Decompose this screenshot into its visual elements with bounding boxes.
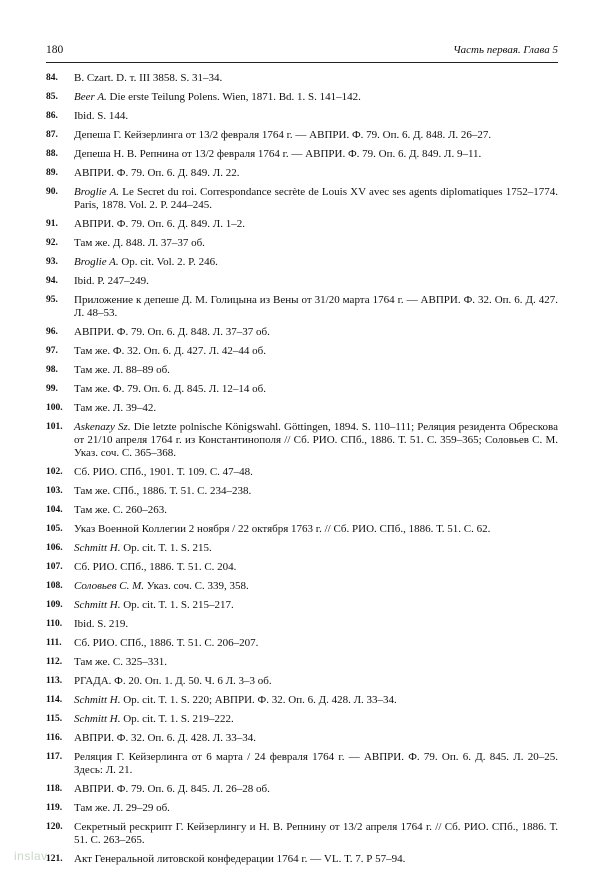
- endnote-number: 97.: [46, 346, 58, 356]
- endnote-number: 96.: [46, 327, 58, 337]
- endnote: [46, 542, 558, 555]
- endnote: [46, 218, 558, 231]
- endnote-text: Die letzte polnische Königswahl. Göttingen, 1894. S. 110–111; Реляция резидента Обрескова от 21/10 апреля 1764 г. из Константинополя // Сб. РИО. СПб., 1886. Т. 51. С. 359–365; Соловьев С. М. Указ. соч. С. 365–368.: [74, 421, 558, 459]
- endnote: [46, 694, 558, 707]
- endnote-text: Die erste Teilung Polens. Wien, 1871. Bd. 1. S. 141–142.: [106, 91, 361, 103]
- endnote-number: 95.: [46, 295, 58, 305]
- endnote-text: Указ. соч. С. 339, 358.: [144, 580, 249, 592]
- endnote-author: Broglie A.: [74, 186, 120, 198]
- endnote-author: Schmitt H.: [74, 542, 121, 554]
- endnote-text: Депеша Н. В. Репнина от 13/2 февраля 1764 г. — АВПРИ. Ф. 79. Оп. 6. Д. 849. Л. 9–11.: [74, 148, 482, 160]
- endnote-text: Там же. Ф. 79. Оп. 6. Д. 845. Л. 12–14 об.: [74, 383, 266, 395]
- endnote-text: Op. cit. T. 1. S. 215.: [120, 542, 212, 554]
- endnote: [46, 275, 558, 288]
- endnote-text: Там же. С. 325–331.: [74, 656, 167, 668]
- endnote-number: 120.: [46, 822, 63, 832]
- endnote-text: Ibid. S. 144.: [74, 110, 129, 122]
- endnote-text: Депеша Г. Кейзерлинга от 13/2 февраля 1764 г. — АВПРИ. Ф. 79. Оп. 6. Д. 848. Л. 26–27.: [74, 129, 492, 141]
- endnote: [46, 294, 558, 320]
- endnote-number: 117.: [46, 752, 63, 762]
- page-header: [46, 44, 558, 60]
- endnote: [46, 561, 558, 574]
- endnote: [46, 713, 558, 726]
- endnote: [46, 186, 558, 212]
- watermark: inslav: [14, 849, 48, 863]
- endnote: [46, 167, 558, 180]
- header-rule: [46, 62, 558, 63]
- endnote-author: Schmitt H.: [74, 599, 121, 611]
- endnote: [46, 91, 558, 104]
- endnote-text: Приложение к депеше Д. М. Голицына из Вены от 31/20 марта 1764 г. — АВПРИ. Ф. 32. Оп. 6. Д. 427. Л. 48–53.: [74, 294, 558, 319]
- endnote: [46, 485, 558, 498]
- endnote-text: B. Czart. D. т. III 3858. S. 31–34.: [74, 72, 223, 84]
- endnote-number: 119.: [46, 803, 63, 813]
- endnote-text: Там же. Л. 39–42.: [74, 402, 157, 414]
- endnote: [46, 110, 558, 123]
- endnote-number: 111.: [46, 638, 62, 648]
- endnote-number: 112.: [46, 657, 63, 667]
- endnote: [46, 821, 558, 847]
- endnotes-list: [46, 72, 558, 872]
- endnote: [46, 732, 558, 745]
- endnote: [46, 466, 558, 479]
- endnote-text: Ibid. P. 247–249.: [74, 275, 149, 287]
- endnote: [46, 326, 558, 339]
- endnote-number: 84.: [46, 73, 58, 83]
- endnote: [46, 256, 558, 269]
- endnote-number: 105.: [46, 524, 63, 534]
- endnote-author: Beer A.: [74, 91, 107, 103]
- endnote-number: 100.: [46, 403, 63, 413]
- endnote: [46, 656, 558, 669]
- endnote-number: 88.: [46, 149, 58, 159]
- endnote-number: 85.: [46, 92, 58, 102]
- endnote: [46, 421, 558, 460]
- endnote: [46, 751, 558, 777]
- endnote-text: Там же. СПб., 1886. Т. 51. С. 234–238.: [74, 485, 252, 497]
- endnote: [46, 802, 558, 815]
- endnote-text: РГАДА. Ф. 20. Оп. 1. Д. 50. Ч. 6 Л. 3–3 об.: [74, 675, 272, 687]
- endnote-text: Сб. РИО. СПб., 1886. Т. 51. С. 206–207.: [74, 637, 259, 649]
- endnote-text: Сб. РИО. СПб., 1886. Т. 51. С. 204.: [74, 561, 237, 573]
- endnote: [46, 72, 558, 85]
- endnote-text: Op. cit. T. 1. S. 219–222.: [120, 713, 234, 725]
- endnote-text: Там же. С. 260–263.: [74, 504, 167, 516]
- endnote-text: Секретный рескрипт Г. Кейзерлингу и Н. В. Репнину от 13/2 апреля 1764 г. // Сб. РИО. СПб., 1886. Т. 51. С. 263–265.: [74, 821, 558, 846]
- endnote-number: 94.: [46, 276, 58, 286]
- endnote: [46, 523, 558, 536]
- endnote-number: 114.: [46, 695, 63, 705]
- endnote-text: Указ Военной Коллегии 2 ноября / 22 октября 1763 г. // Сб. РИО. СПб., 1886. Т. 51. С. 62.: [74, 523, 491, 535]
- endnote-text: Акт Генеральной литовской конфедерации 1764 г. — VL. Т. 7. Р 57–94.: [74, 853, 406, 865]
- endnote-number: 91.: [46, 219, 58, 229]
- endnote-number: 92.: [46, 238, 58, 248]
- endnote: [46, 383, 558, 396]
- endnote-number: 108.: [46, 581, 63, 591]
- endnote-text: АВПРИ. Ф. 32. Оп. 6. Д. 428. Л. 33–34.: [74, 732, 257, 744]
- endnote-text: Там же. Ф. 32. Оп. 6. Д. 427. Л. 42–44 об.: [74, 345, 266, 357]
- page-number: 180: [46, 44, 64, 56]
- endnote-number: 106.: [46, 543, 63, 553]
- endnote-number: 87.: [46, 130, 58, 140]
- endnote: [46, 580, 558, 593]
- endnote-number: 104.: [46, 505, 63, 515]
- endnote-text: Реляция Г. Кейзерлинга от 6 марта / 24 февраля 1764 г. — АВПРИ. Ф. 79. Оп. 6. Д. 845. Л. 20–25. Здесь: Л. 21.: [74, 751, 558, 776]
- endnote: [46, 237, 558, 250]
- endnote: [46, 853, 558, 866]
- endnote-number: 113.: [46, 676, 63, 686]
- endnote-number: 86.: [46, 111, 58, 121]
- endnote-text: АВПРИ. Ф. 79. Оп. 6. Д. 849. Л. 1–2.: [74, 218, 246, 230]
- endnote-text: Сб. РИО. СПб., 1901. Т. 109. С. 47–48.: [74, 466, 253, 478]
- endnote-number: 99.: [46, 384, 58, 394]
- endnote-number: 101.: [46, 422, 63, 432]
- endnote-text: Там же. Д. 848. Л. 37–37 об.: [74, 237, 205, 249]
- endnote-number: 89.: [46, 168, 58, 178]
- endnote: [46, 675, 558, 688]
- endnote-number: 98.: [46, 365, 58, 375]
- endnote-text: Op. cit. Vol. 2. P. 246.: [118, 256, 218, 268]
- endnote: [46, 345, 558, 358]
- endnote: [46, 618, 558, 631]
- endnote-text: АВПРИ. Ф. 79. Оп. 6. Д. 849. Л. 22.: [74, 167, 240, 179]
- endnote-text: АВПРИ. Ф. 79. Оп. 6. Д. 848. Л. 37–37 об.: [74, 326, 270, 338]
- endnote: [46, 783, 558, 796]
- endnote: [46, 504, 558, 517]
- endnote: [46, 364, 558, 377]
- running-head: Часть первая. Глава 5: [453, 44, 558, 56]
- endnote: [46, 148, 558, 161]
- endnote-author: Schmitt H.: [74, 694, 121, 706]
- endnote-number: 93.: [46, 257, 58, 267]
- endnote-number: 115.: [46, 714, 63, 724]
- endnote-number: 109.: [46, 600, 63, 610]
- endnote-number: 107.: [46, 562, 63, 572]
- endnote-number: 116.: [46, 733, 63, 743]
- endnote: [46, 402, 558, 415]
- endnote-author: Соловьев С. М.: [74, 580, 145, 592]
- endnote-text: Там же. Л. 88–89 об.: [74, 364, 170, 376]
- endnote-number: 90.: [46, 187, 58, 197]
- endnote-author: Schmitt H.: [74, 713, 121, 725]
- endnote-text: АВПРИ. Ф. 79. Оп. 6. Д. 845. Л. 26–28 об.: [74, 783, 270, 795]
- endnote: [46, 599, 558, 612]
- endnote-text: Op. cit. T. 1. S. 215–217.: [120, 599, 234, 611]
- endnote-number: 102.: [46, 467, 63, 477]
- endnote: [46, 637, 558, 650]
- endnote-author: Broglie A.: [74, 256, 119, 268]
- endnote-text: Там же. Л. 29–29 об.: [74, 802, 170, 814]
- endnote-author: Askenazy Sz.: [74, 421, 131, 433]
- endnote: [46, 129, 558, 142]
- endnote-number: 103.: [46, 486, 63, 496]
- endnote-text: Op. cit. T. 1. S. 220; АВПРИ. Ф. 32. Оп. 6. Д. 428. Л. 33–34.: [120, 694, 397, 706]
- endnote-text: Le Secret du roi. Correspondance secrète de Louis XV avec ses agents diplomatiques 1752–1774. Paris, 1878. Vol. 2. P. 244–245.: [74, 186, 559, 211]
- endnote-text: Ibid. S. 219.: [74, 618, 129, 630]
- endnote-number: 110.: [46, 619, 63, 629]
- endnote-number: 121.: [46, 854, 63, 864]
- endnote-number: 118.: [46, 784, 63, 794]
